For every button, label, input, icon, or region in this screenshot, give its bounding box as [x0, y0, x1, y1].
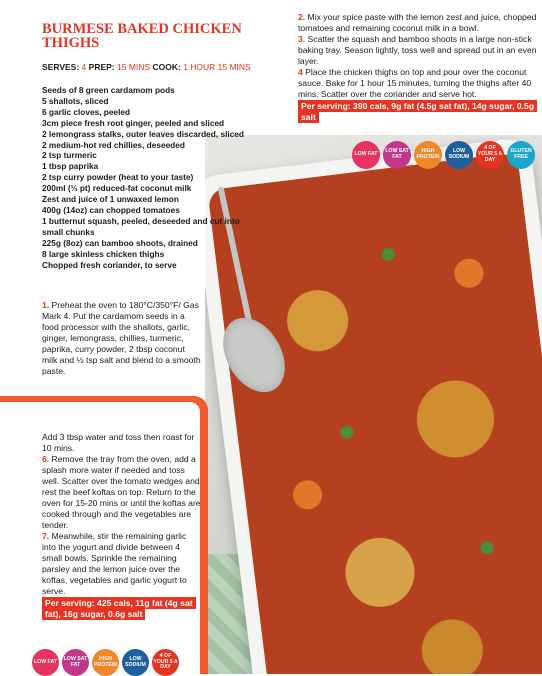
badge-low-fat: LOW FAT [352, 141, 380, 169]
step-text: Mix your spice paste with the lemon zest and juice, chopped tomatoes and remaining coconut milk in a bowl. [298, 12, 537, 33]
method-step-6 [42, 454, 202, 531]
recipe-title: BURMESE BAKED CHICKEN THIGHS [42, 21, 242, 51]
cook-label: COOK: [152, 62, 181, 72]
diet-badges [352, 141, 535, 169]
badge-low-sodium: LOW SODIUM [445, 141, 473, 169]
badge-five-a-day: 4 OF YOUR 5 A DAY [476, 141, 504, 169]
serves-line [42, 62, 251, 72]
step-number: 3. [298, 34, 306, 44]
badge-low-fat: LOW FAT [32, 649, 59, 676]
ingredient-item: 5 shallots, sliced [42, 95, 109, 106]
prep-value: 15 MINS [117, 62, 151, 72]
ingredient-item: 400g (14oz) can chopped tomatoes [42, 204, 180, 215]
step-number: 1. [42, 300, 50, 310]
chicken-and-squash [207, 152, 542, 674]
method-step-2 [298, 12, 538, 34]
badge-five-a-day: 4 OF YOUR 5 A DAY [152, 649, 179, 676]
method-steps-right [298, 12, 538, 123]
ingredient-list [42, 85, 247, 270]
badge-high-protein: HIGH PROTEIN [92, 649, 119, 676]
ingredient-item: 2 medium-hot red chillies, deseeded [42, 139, 185, 150]
step-text: Meanwhile, stir the remaining garlic into the yogurt and divide between 4 small bowls. Sprinkle the remaining parsley and the lemon juice over the koftas, vegetables and garlic yogurt to serve. [42, 531, 187, 596]
ingredient-item: Chopped fresh coriander, to serve [42, 259, 177, 270]
ingredient-item: Seeds of 8 green cardamom pods [42, 85, 175, 95]
ingredient-item: 1 butternut squash, peeled, deseeded and cut into small chunks [42, 215, 240, 237]
step-number: 2. [298, 12, 306, 22]
ingredient-item: 225g (8oz) can bamboo shoots, drained [42, 237, 198, 248]
ingredient-item: 6 garlic cloves, peeled [42, 106, 131, 117]
ingredient-item: Zest and juice of 1 unwaxed lemon [42, 194, 179, 205]
method-step-4 [298, 67, 538, 100]
ingredient-item: 200ml (⅓ pt) reduced-fat coconut milk [42, 183, 192, 194]
step-text: Place the chicken thighs on top and pour over the coconut sauce. Bake for 1 hour 15 minutes, turning the thighs after 40 mins. Scatter over the coriander and serve hot. [298, 67, 532, 99]
ingredient-item: 8 large skinless chicken thighs [42, 248, 165, 259]
ingredient-item: 2 tsp turmeric [42, 150, 97, 161]
dish-photo [205, 135, 542, 674]
method-step-3 [298, 34, 538, 67]
ingredient-item: 2 lemongrass stalks, outer leaves discarded, sliced [42, 128, 244, 139]
nutrition-line [298, 101, 538, 123]
prep-label: PREP: [88, 62, 115, 72]
nutrition-line [42, 598, 202, 620]
step-text: Remove the tray from the oven, add a splash more water if needed and toss well. Scatter over the tomato wedges and rest the beef koftas on top. Return to the oven for 15-20 mins or until the koftas are cooked through and the vegetables are tender. [42, 454, 201, 530]
badge-low-sat-fat: LOW SAT FAT [383, 141, 411, 169]
ingredient-item: 1 tbsp paprika [42, 161, 99, 172]
badge-high-protein: HIGH PROTEIN [414, 141, 442, 169]
previous-recipe-continued [42, 432, 202, 620]
step-number: 4 [298, 67, 303, 77]
step-text: Preheat the oven to 180°C/350°F/ Gas Mark 4. Put the cardamom seeds in a food processor with the shallots, garlic, ginger, lemongrass, chillies, turmeric, paprika, curry powder, 2 tbsp coconut milk and ½ tsp salt and blend to a smooth paste. [42, 300, 201, 376]
nutrition-banner: Per serving: 390 cals, 9g fat (4.5g sat fat), 14g sugar, 0.5g salt [298, 100, 537, 123]
continued-intro: Add 3 tbsp water and toss then roast for 10 mins. [42, 432, 195, 453]
baking-tray [205, 137, 542, 674]
serves-value: 4 [81, 62, 87, 72]
step-text: Scatter the squash and bamboo shoots in a large non-stick baking tray. Season lightly, toss well and spread out in an even layer. [298, 34, 537, 66]
badge-low-sat-fat: LOW SAT FAT [62, 649, 89, 676]
step-number: 7. [42, 531, 50, 541]
step-number: 6. [42, 454, 50, 464]
nutrition-banner: Per serving: 425 cals, 11g fat (4g sat fat), 16g sugar, 0.6g salt [42, 597, 196, 620]
ingredient-item: 2 tsp curry powder (heat to your taste) [42, 172, 194, 183]
method-step-1 [42, 300, 202, 377]
badge-gluten-free: GLUTEN FREE [507, 141, 535, 169]
diet-badges-previous [32, 649, 179, 676]
serves-label: SERVES: [42, 62, 80, 72]
cook-value: 1 HOUR 15 MINS [183, 62, 251, 72]
badge-low-sodium: LOW SODIUM [122, 649, 149, 676]
method-step-7 [42, 531, 202, 597]
ingredient-item: 3cm piece fresh root ginger, peeled and sliced [42, 117, 225, 128]
